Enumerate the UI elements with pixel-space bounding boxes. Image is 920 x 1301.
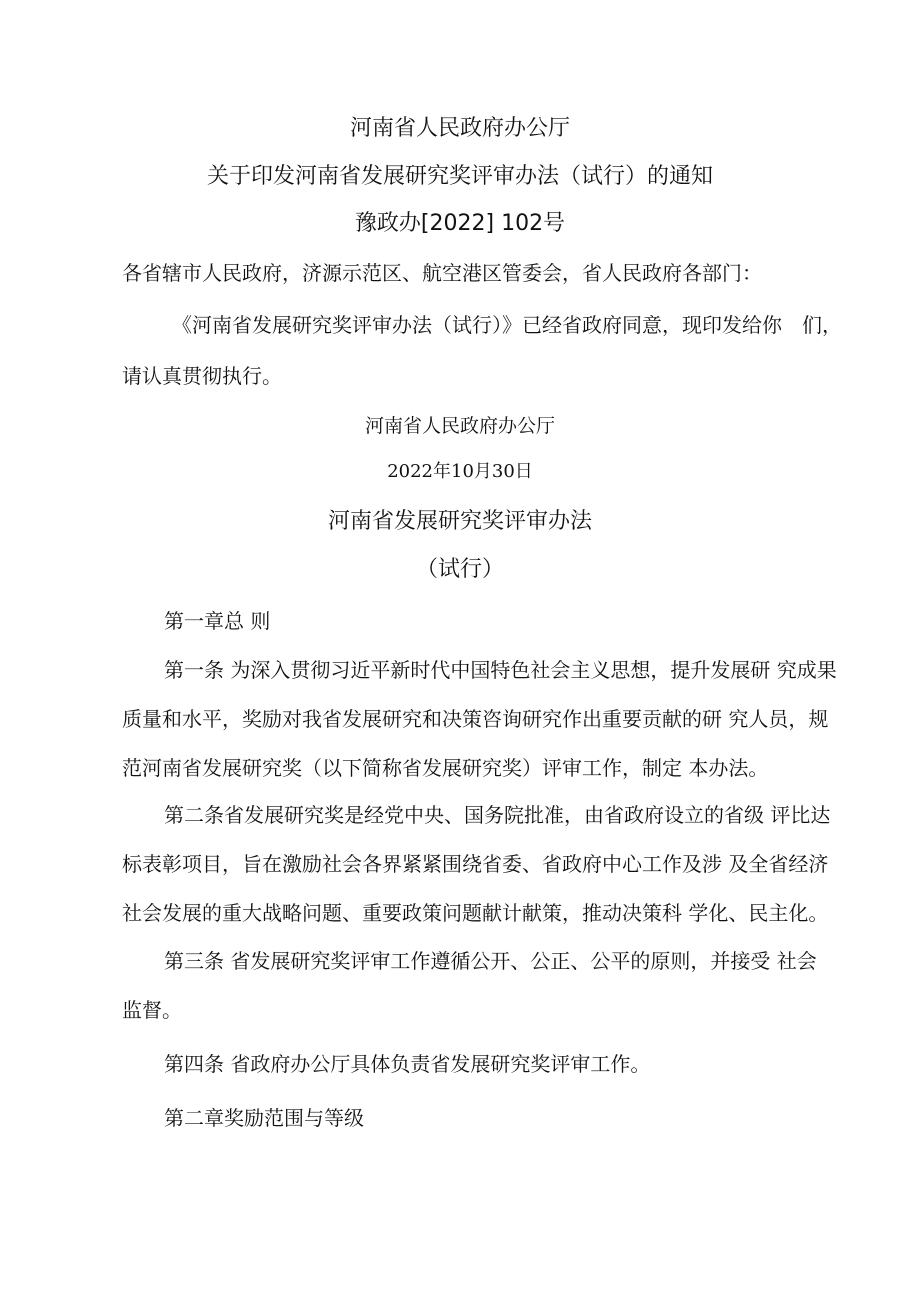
chapter-1-heading: 第一章总 则 [164,609,271,633]
article-1-line-3: 范河南省发展研究奖（以下简称省发展研究奖）评审工作，制定 本办法。 [122,756,769,780]
measures-title: 河南省发展研究奖评审办法 [327,509,592,534]
article-1-line-2: 质量和水平，奖励对我省发展研究和决策咨询研究作出重要贡献的研 究人员，规 [122,707,829,731]
article-2-line-3: 社会发展的重大战略问题、重要政策问题献计献策，推动决策科 学化、民主化。 [122,901,829,925]
article-3-line-2: 监督。 [122,998,182,1022]
notice-body-line-1: 《河南省发展研究奖评审办法（试行）》已经省政府同意，现印发给你 们， [172,313,842,337]
measures-subtitle: （试行） [415,557,504,582]
article-2-line-2: 标表彰项目，旨在激励社会各界紧紧围绕省委、省政府中心工作及涉 及全省经济 [122,852,829,876]
chapter-2-heading: 第二章奖励范围与等级 [164,1106,364,1130]
article-3-line-1: 第三条 省发展研究奖评审工作遵循公开、公正、公平的原则，并接受 社会 [164,949,817,973]
notice-body-line-2: 请认真贯彻执行。 [122,364,282,388]
document-number: 豫政办[2022] 102号 [354,211,566,236]
issue-date: 2022年10月30日 [387,461,533,482]
article-4: 第四条 省政府办公厅具体负责省发展研究奖评审工作。 [164,1052,651,1076]
signature: 河南省人民政府办公厅 [364,415,555,437]
notice-title: 关于印发河南省发展研究奖评审办法（试行）的通知 [206,164,713,189]
issuer-heading: 河南省人民政府办公厅 [349,116,570,141]
addressee: 各省辖市人民政府，济源示范区、航空港区管委会，省人民政府各部门： [122,261,762,285]
article-1-line-1: 第一条 为深入贯彻习近平新时代中国特色社会主义思想，提升发展研 究成果 [164,658,837,682]
article-2-line-1: 第二条省发展研究奖是经党中央、国务院批准，由省政府设立的省级 评比达 [164,803,831,827]
